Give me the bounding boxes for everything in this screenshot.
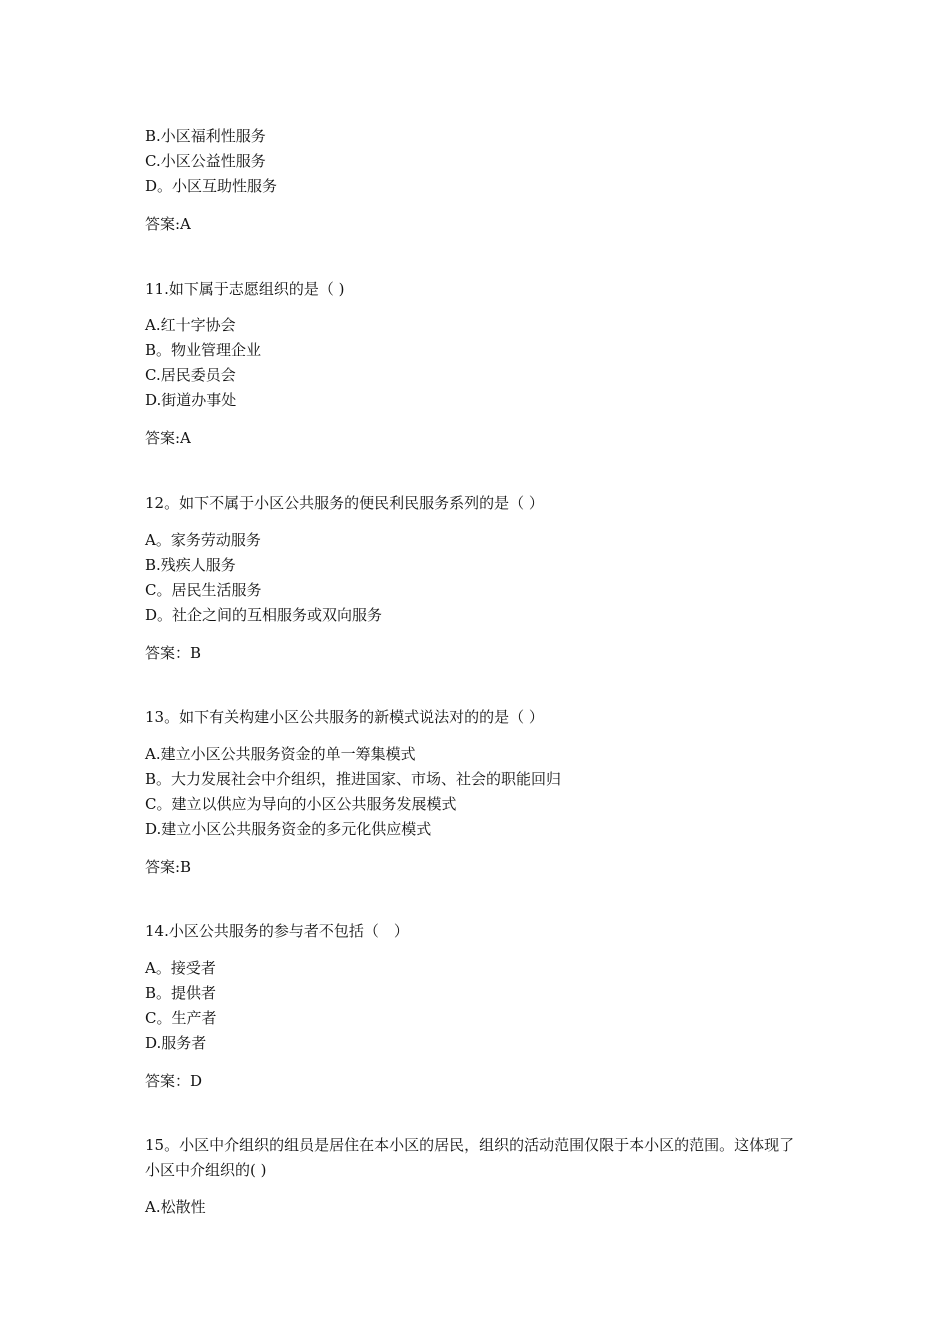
- question-11: [145, 277, 810, 302]
- question-14-answer: [145, 1069, 810, 1094]
- option-b: B。物业管理企业: [145, 341, 262, 359]
- option-b: B.小区福利性服务: [145, 127, 266, 145]
- question-12-options: [145, 528, 810, 628]
- option-d: D.街道办事处: [145, 391, 237, 409]
- answer: 答案：B: [145, 644, 202, 662]
- question-13-answer: [145, 855, 810, 880]
- question-10-continuation: [145, 124, 810, 199]
- answer: 答案：D: [145, 1072, 203, 1090]
- question-11-options: [145, 313, 810, 413]
- question-13-options: [145, 742, 810, 842]
- option-d: D。社企之间的互相服务或双向服务: [145, 606, 383, 624]
- option-b: B。提供者: [145, 984, 217, 1002]
- option-a: A。接受者: [145, 959, 216, 977]
- option-c: C.居民委员会: [145, 366, 236, 384]
- question-11-answer: [145, 426, 810, 451]
- question-text: 15。小区中介组织的组员是居住在本小区的居民，组织的活动范围仅限于本小区的范围。这体现了小区中介组织的( ): [145, 1136, 795, 1179]
- answer: 答案:A: [145, 215, 191, 233]
- option-a: A。家务劳动服务: [145, 531, 261, 549]
- option-a: A.建立小区公共服务资金的单一筹集模式: [145, 745, 416, 763]
- question-15: [145, 1133, 805, 1183]
- question-15-options: [145, 1195, 810, 1220]
- question-13: [145, 705, 810, 730]
- option-b: B.残疾人服务: [145, 556, 236, 574]
- question-14-options: [145, 956, 810, 1056]
- answer: 答案:A: [145, 429, 191, 447]
- option-a: A.松散性: [145, 1198, 206, 1216]
- question-12: [145, 491, 810, 516]
- question-text: 11.如下属于志愿组织的是（ ): [145, 280, 345, 298]
- option-c: C。建立以供应为导向的小区公共服务发展模式: [145, 795, 457, 813]
- question-text: 12。如下不属于小区公共服务的便民利民服务系列的是（ ）: [145, 494, 544, 512]
- option-b: B。大力发展社会中介组织，推进国家、市场、社会的职能回归: [145, 770, 562, 788]
- option-d: D。小区互助性服务: [145, 177, 278, 195]
- option-c: C.小区公益性服务: [145, 152, 266, 170]
- question-12-answer: [145, 641, 810, 666]
- answer: 答案:B: [145, 858, 192, 876]
- option-c: C。居民生活服务: [145, 581, 262, 599]
- option-d: D.服务者: [145, 1034, 207, 1052]
- option-d: D.建立小区公共服务资金的多元化供应模式: [145, 820, 432, 838]
- option-a: A.红十字协会: [145, 316, 236, 334]
- question-text: 14.小区公共服务的参与者不包括（ ）: [145, 922, 409, 940]
- option-c: C。生产者: [145, 1009, 217, 1027]
- question-14: [145, 919, 810, 944]
- question-text: 13。如下有关构建小区公共服务的新模式说法对的的是（ ）: [145, 708, 544, 726]
- question-10-answer: [145, 212, 810, 237]
